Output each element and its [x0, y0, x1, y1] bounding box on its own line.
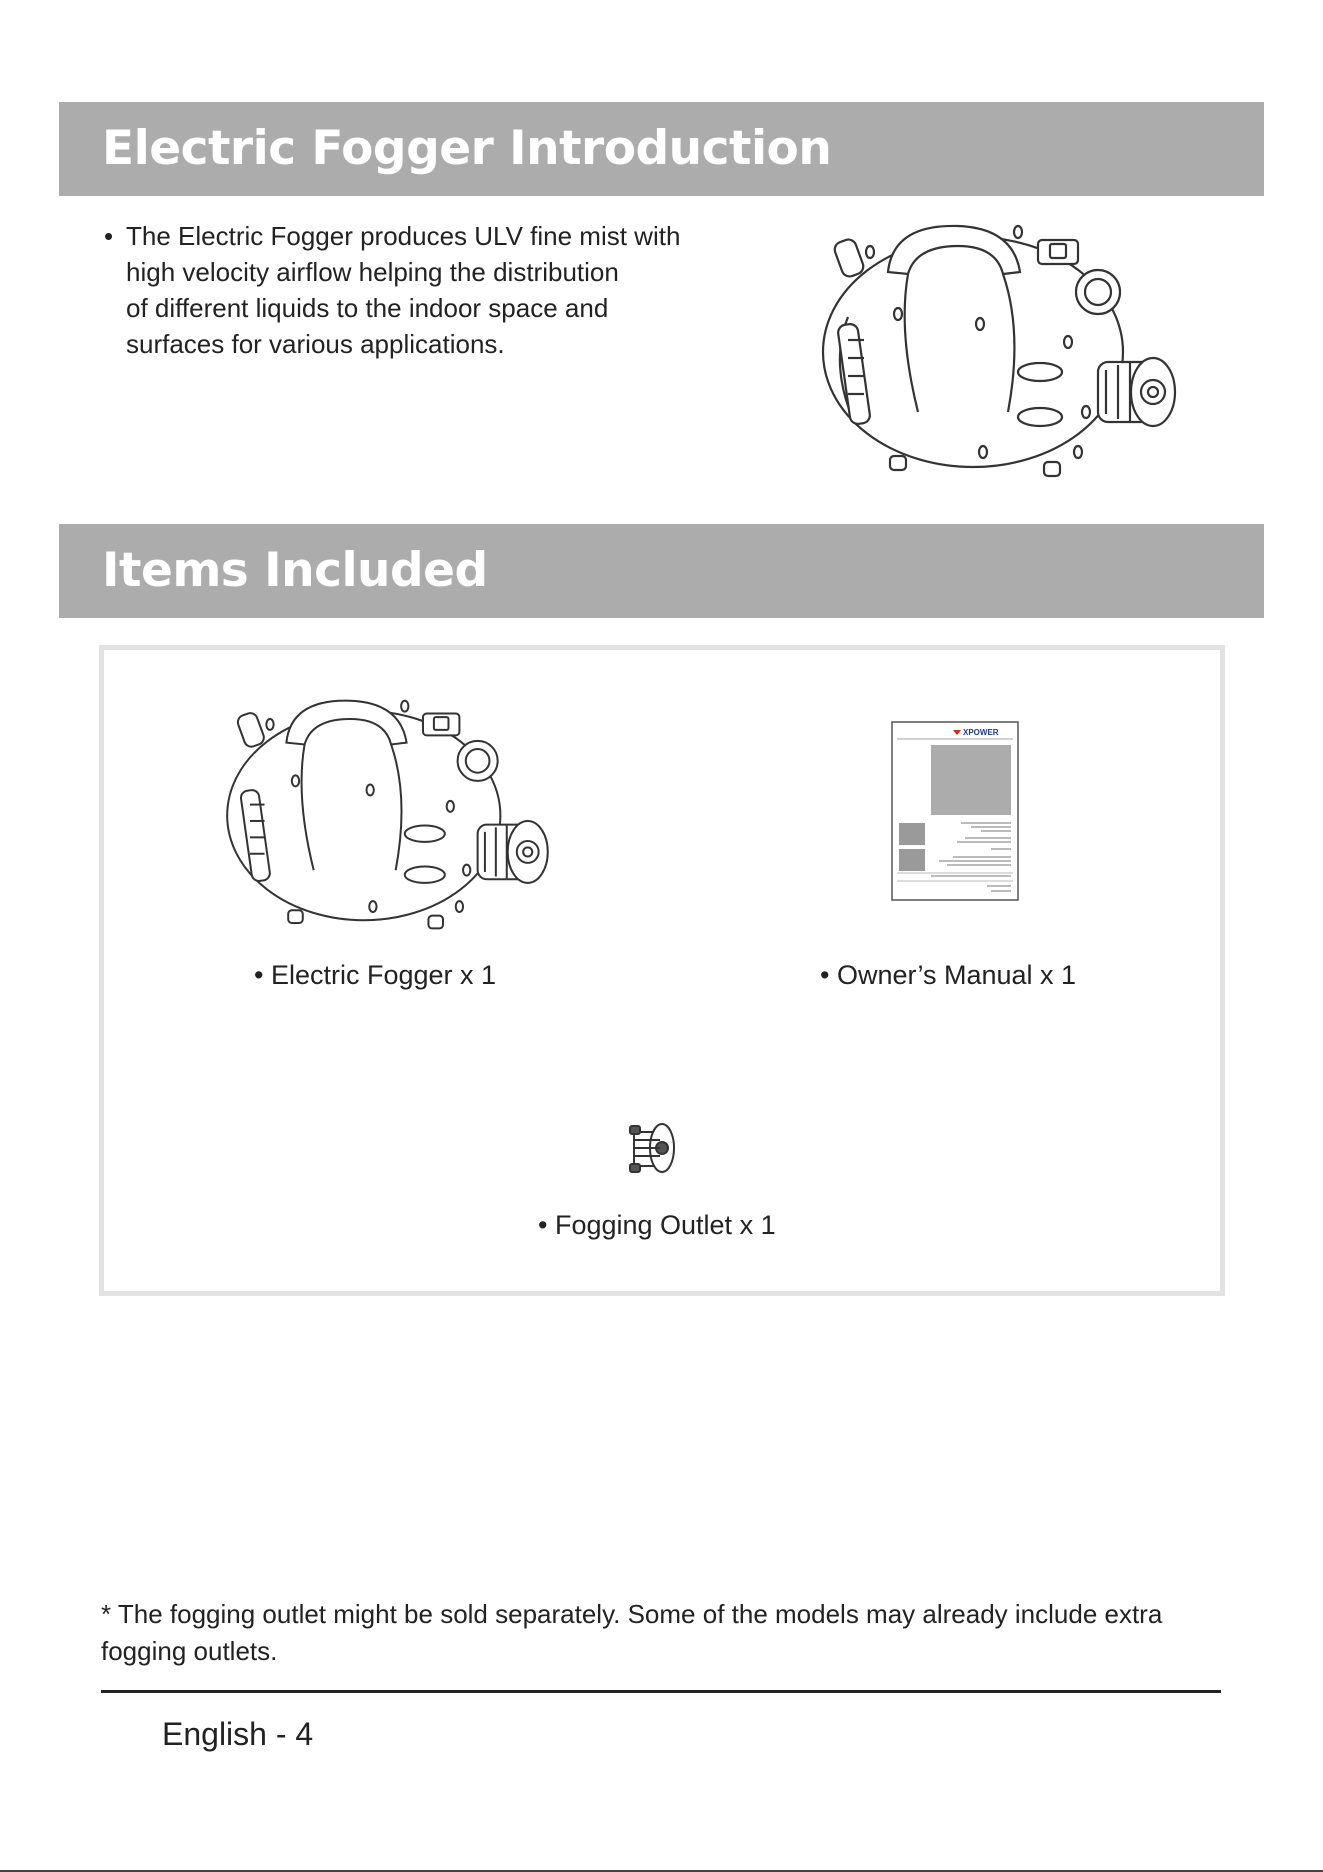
manual-brand-logo: XPOWER	[963, 728, 999, 737]
footer-divider	[101, 1690, 1221, 1693]
electric-fogger-drawing	[212, 688, 552, 943]
item-caption-fogging-outlet: • Fogging Outlet x 1	[538, 1210, 776, 1240]
electric-fogger-drawing	[808, 212, 1178, 492]
fogging-outlet-drawing	[628, 1118, 678, 1176]
intro-line-text: The Electric Fogger produces ULV fine mist with	[126, 221, 681, 251]
section-title-items-included: Items Included	[59, 524, 1264, 618]
item-caption-owners-manual: • Owner’s Manual x 1	[820, 960, 1077, 990]
page-number: English - 4	[162, 1716, 314, 1752]
item-caption-electric-fogger: • Electric Fogger x 1	[254, 960, 497, 990]
intro-line	[104, 290, 744, 326]
intro-line-text: high velocity airflow helping the distribution	[126, 257, 619, 287]
bullet-icon: •	[104, 221, 114, 251]
intro-line	[104, 218, 744, 254]
footnote: * The fogging outlet might be sold separately. Some of the models may already include extra fogging outlets.	[101, 1599, 1163, 1666]
intro-paragraph	[104, 218, 744, 362]
owners-manual-thumbnail	[891, 721, 1019, 901]
intro-line-text: surfaces for various applications.	[126, 329, 505, 359]
intro-line	[104, 326, 744, 362]
intro-line-text: of different liquids to the indoor space and	[126, 293, 609, 323]
section-title-introduction: Electric Fogger Introduction	[59, 102, 1264, 196]
intro-line	[104, 254, 744, 290]
